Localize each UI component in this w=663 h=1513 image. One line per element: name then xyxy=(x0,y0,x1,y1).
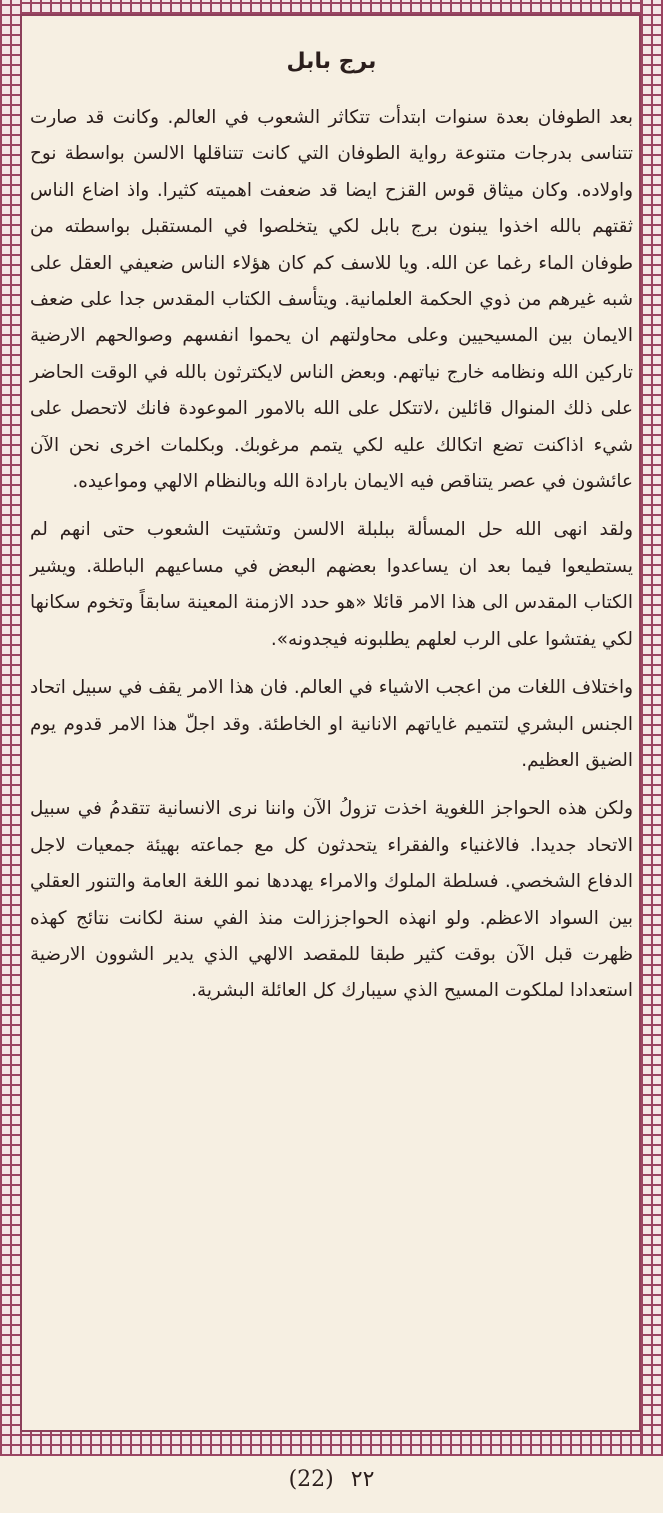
page-number xyxy=(0,1460,663,1500)
page-content xyxy=(30,30,633,1020)
paragraph-3: واختلاف اللغات من اعجب الاشياء في العالم. فان هذا الامر يقف في سبيل اتحاد الجنس البشري لتتميم غاياتهم الانانية او الخاطئة. وقد اجلّ هذا الامر قدوم يوم الضيق العظيم. xyxy=(30,677,633,771)
decorative-border-left xyxy=(0,0,20,1456)
paragraph-4: ولكن هذه الحواجز اللغوية اخذت تزولُ الآن واننا نرى الانسانية تتقدمُ في سبيل الاتحاد جديدا. فالاغنياء والفقراء يتحدثون كل مع جماعته بهيئة جمعيات لاجل الدفاع الشخصي. فسلطة الملوك والامراء يهددها نمو اللغة العامة والتنور العقلي بين السواد الاعظم. ولو انهذه الحواجززالت منذ الفي سنة لكانت نتائج كهذه ظهرت قبل الآن بوقت كثير طبقا للمقصد الالهي الذي يدير الشوون الارضية استعدادا لملكوت المسيح الذي سيبارك كل العائلة البشرية. xyxy=(30,798,633,1002)
page-number-arabic: ٢٢ xyxy=(350,1467,375,1492)
paragraph-2: ولقد انهى الله حل المسألة ببلبلة الالسن وتشتيت الشعوب حتى انهم لم يستطيعوا فيما بعد ان يساعدوا بعضهم البعض في مساعيهم الباطلة. ويشير الكتاب المقدس الى هذا الامر قائلا «هو حدد الازمنة المعينة سابقاً وتخوم سكانها لكي يفتشوا على الرب لعلهم يطلبونه فيجدونه». xyxy=(30,519,633,650)
decorative-border-top xyxy=(0,0,663,14)
page-title: برج بابل xyxy=(286,49,377,74)
page-number-latin: (22) xyxy=(288,1467,334,1492)
decorative-border-right xyxy=(641,0,663,1456)
decorative-border-bottom xyxy=(0,1432,663,1456)
paragraph-1: بعد الطوفان بعدة سنوات ابتدأت تتكاثر الشعوب في العالم. وكانت قد صارت تتناسى بدرجات متنوعة رواية الطوفان التي كانت تتناقلها الالسن بواسطة نوح واولاده. وكان ميثاق قوس القزح ايضا قد ضعفت اهميته كثيرا. واذ اضاع الناس ثقتهم بالله اخذوا يبنون برج بابل لكي يتخلصوا في المستقبل بواسطته من طوفان الماء رغما عن الله. ويا للاسف كم كان هؤلاء الناس ضعيفي العقل على شبه غيرهم من ذوي الحكمة العلمانية. ويتأسف الكتاب المقدس جدا على ضعف الايمان بين المسيحيين وعلى محاولتهم ان يحموا انفسهم وصوالحهم الارضية تاركين الله ونظامه خارج نياتهم. وبعض الناس لايكترثون بالله في الوقت الحاضر على ذلك المنوال قائلين ،لاتتكل على الله بالامور الموعودة فانك لاتحصل على شيء اذاكنت تضع اتكالك عليه لكي يتمم مرغوبك. وبكلمات اخرى نحن الآن عائشون في عصر يتناقص فيه الايمان بارادة الله وبالنظام الالهي ومواعيده. xyxy=(30,107,633,493)
